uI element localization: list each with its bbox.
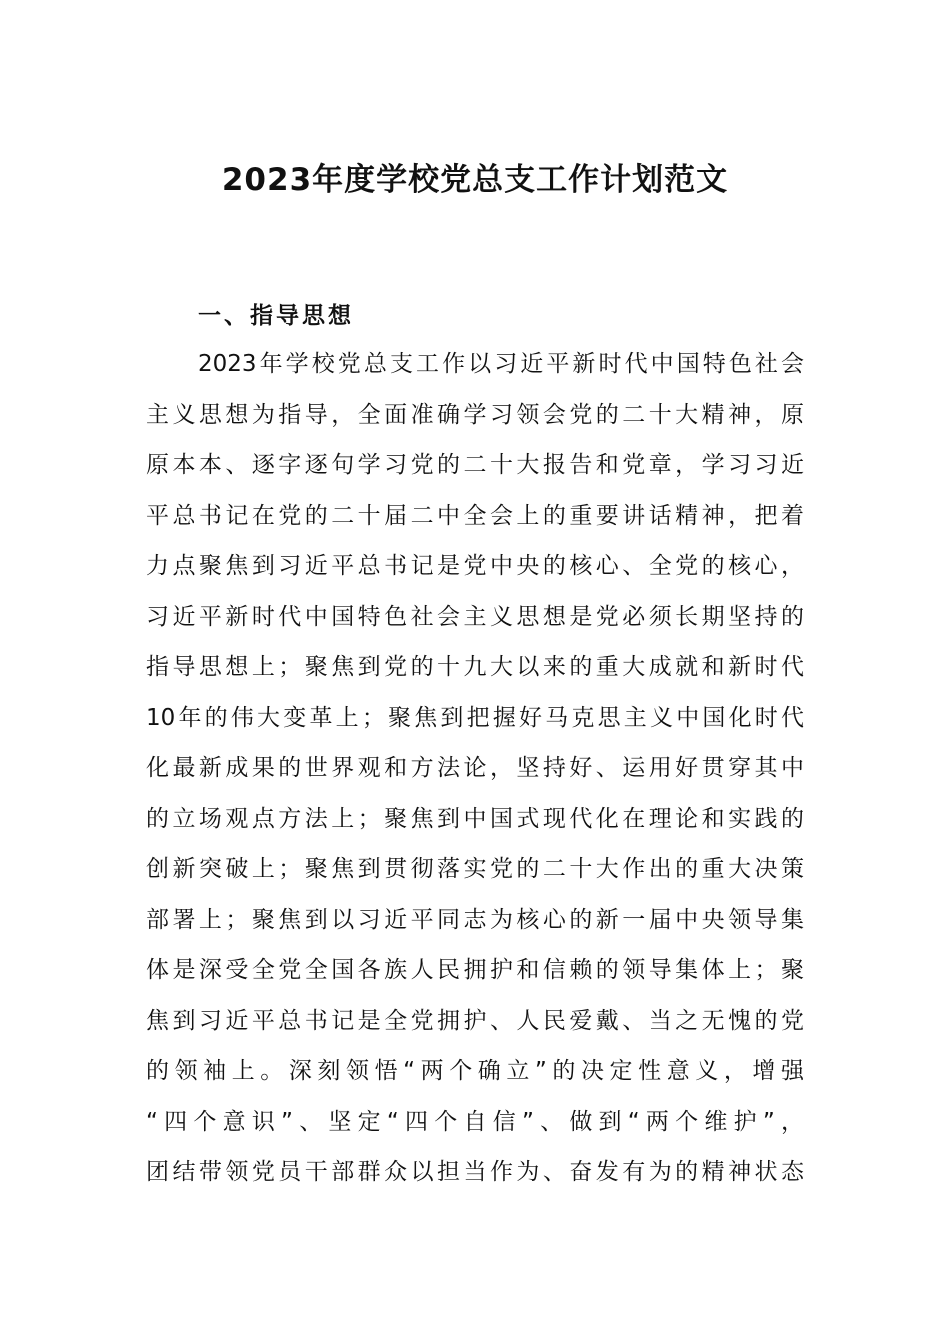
- paragraph-line: 指导思想上；聚焦到党的十九大以来的重大成就和新时代: [146, 654, 804, 680]
- paragraph-line: 的立场观点方法上；聚焦到中国式现代化在理论和实践的: [146, 805, 804, 832]
- paragraph-line: 力点聚焦到习近平总书记是党中央的核心、全党的核心，: [146, 553, 804, 579]
- paragraph-line: 体是深受全党全国各族人民拥护和信赖的领导集体上；聚: [146, 957, 804, 983]
- paragraph-line: 焦到习近平总书记是全党拥护、人民爱戴、当之无愧的党: [146, 1007, 804, 1034]
- paragraph-line: 团结带领党员干部群众以担当作为、奋发有为的精神状态: [146, 1159, 804, 1185]
- document-title: 2023年度学校党总支工作计划范文: [221, 162, 729, 198]
- paragraph-line: 主义思想为指导，全面准确学习领会党的二十大精神，原: [146, 401, 804, 428]
- paragraph-line: 部署上；聚焦到以习近平同志为核心的新一届中央领导集: [146, 906, 804, 933]
- paragraph-line: 的领袖上。深刻领悟“两个确立”的决定性意义，增强: [146, 1058, 804, 1084]
- section-heading-guiding-ideology: 一、指导思想: [198, 303, 354, 329]
- paragraph-line: 2023年学校党总支工作以习近平新时代中国特色社会: [198, 351, 804, 377]
- paragraph-line: 平总书记在党的二十届二中全会上的重要讲话精神，把着: [146, 502, 804, 529]
- body-paragraph: [146, 344, 804, 1203]
- paragraph-line: 原本本、逐字逐句学习党的二十大报告和党章，学习习近: [146, 452, 804, 478]
- paragraph-line: 化最新成果的世界观和方法论，坚持好、运用好贯穿其中: [146, 755, 804, 781]
- paragraph-line: 习近平新时代中国特色社会主义思想是党必须长期坚持的: [146, 603, 804, 630]
- paragraph-line: “四个意识”、坚定“四个自信”、做到“两个维护”，: [146, 1108, 804, 1135]
- paragraph-line: 10年的伟大变革上；聚焦到把握好马克思主义中国化时代: [146, 704, 804, 731]
- paragraph-line: 创新突破上；聚焦到贯彻落实党的二十大作出的重大决策: [146, 856, 804, 882]
